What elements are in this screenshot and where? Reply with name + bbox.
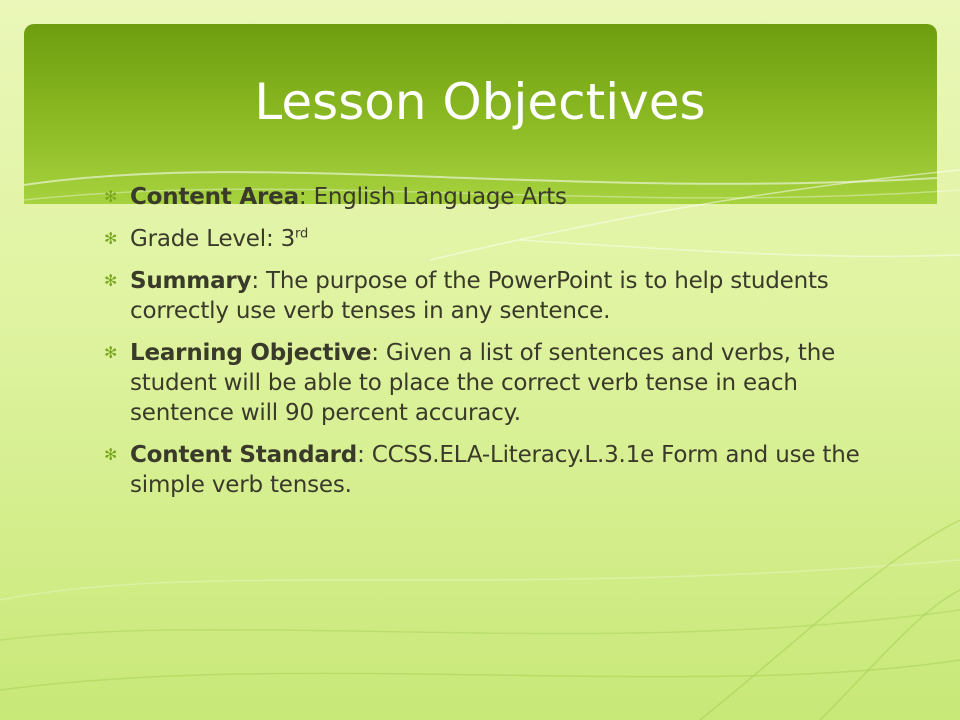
- asterisk-bullet-icon: ✻: [104, 229, 118, 248]
- asterisk-bullet-icon: ✻: [104, 445, 118, 464]
- slide-title: Lesson Objectives: [254, 73, 706, 131]
- ordinal-superscript: rd: [295, 226, 309, 242]
- list-item-content-standard: ✻ Content Standard: CCSS.ELA-Literacy.L.3.1e Form and use the simple verb tenses.: [104, 442, 860, 498]
- asterisk-bullet-icon: ✻: [104, 343, 118, 362]
- list-item-summary: ✻ Summary: The purpose of the PowerPoint is to help students correctly use verb tenses in any sentence.: [104, 268, 829, 324]
- asterisk-bullet-icon: ✻: [104, 271, 118, 290]
- list-item-learning-objective: ✻ Learning Objective: Given a list of sentences and verbs, the student will be able to place the correct verb tense in each sentence will 90 percent accuracy.: [104, 340, 836, 426]
- objectives-list: [104, 182, 864, 512]
- asterisk-bullet-icon: ✻: [104, 187, 118, 206]
- list-item-content-area: ✻ Content Area: English Language Arts: [104, 184, 567, 210]
- list-item-grade-level: ✻ Grade Level: 3rd: [104, 226, 309, 252]
